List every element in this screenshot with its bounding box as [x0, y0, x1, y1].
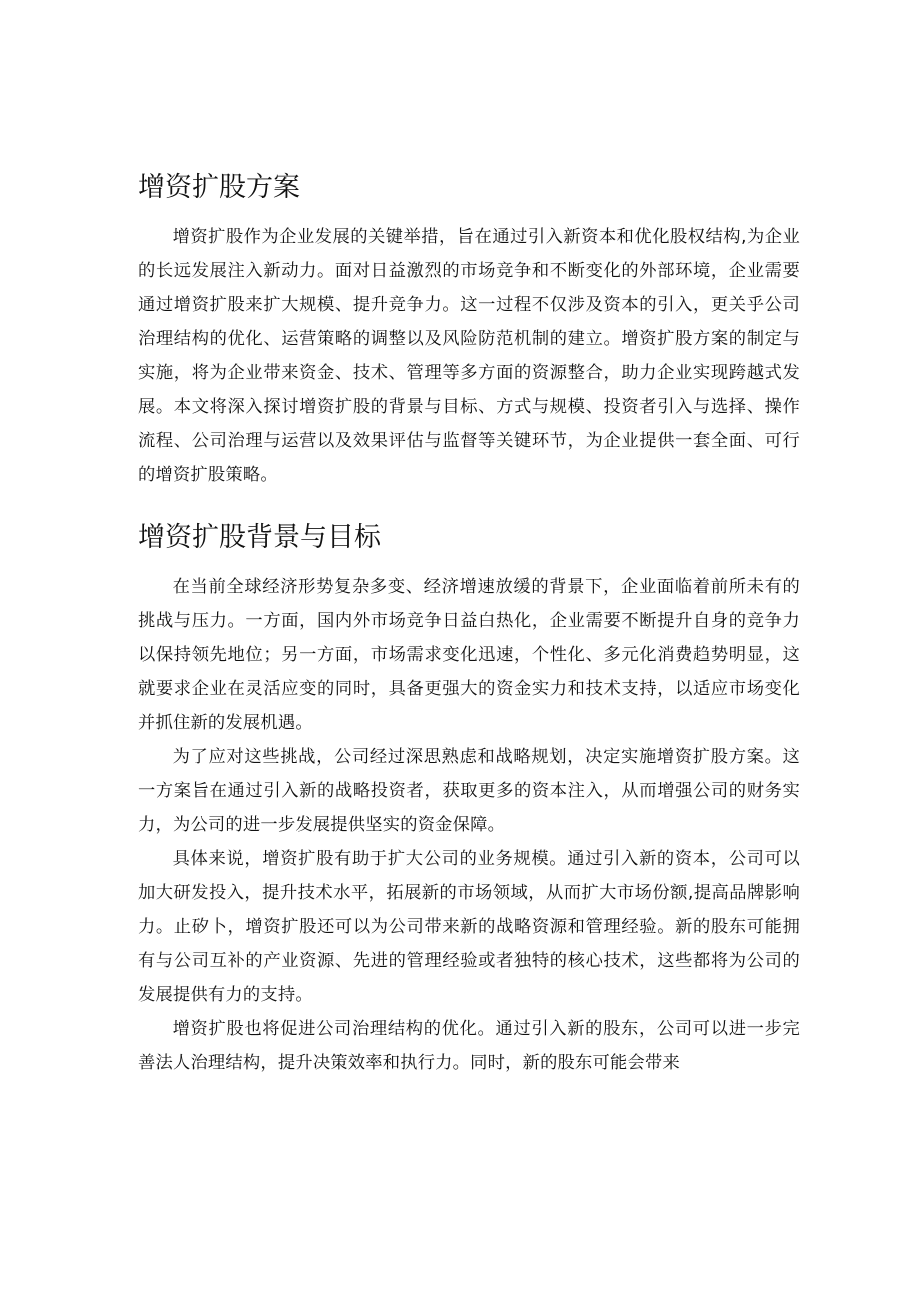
document-body: [138, 168, 800, 1080]
section-paragraph: 为了应对这些挑战，公司经过深思熟虑和战略规划，决定实施增资扩股方案。这一方案旨在通过引入新的战略投资者，获取更多的资本注入，从而增强公司的财务实力，为公司的进一步发展提供坚实的资金保障。: [138, 747, 800, 835]
document-title: 增资扩股方案: [138, 172, 300, 203]
section-paragraph: 在当前全球经济形势复杂多变、经济增速放缓的背景下，企业面临着前所未有的挑战与压力。一方面，国内外市场竞争日益白热化，企业需要不断提升自身的竞争力以保持领先地位；另一方面，市场需求变化迅速，个性化、多元化消费趋势明显，这就要求企业在灵活应变的同时，具备更强大的资金实力和技术支持，以适应市场变化并抓住新的发展机遇。: [138, 577, 800, 733]
intro-paragraph: 增资扩股作为企业发展的关键举措，旨在通过引入新资本和优化股权结构,为企业的长远发展注入新动力。面对日益激烈的市场竞争和不断变化的外部环境，企业需要通过增资扩股来扩大规模、提升竞争力。这一过程不仅涉及资本的引入，更关乎公司治理结构的优化、运营策略的调整以及风险防范机制的建立。增资扩股方案的制定与实施，将为企业带来资金、技术、管理等多方面的资源整合，助力企业实现跨越式发展。本文将深入探讨增资扩股的背景与目标、方式与规模、投资者引入与选择、操作流程、公司治理与运营以及效果评估与监督等关键环节，为企业提供一套全面、可行的增资扩股策略。: [138, 227, 800, 485]
section-paragraph: 具体来说，增资扩股有助于扩大公司的业务规模。通过引入新的资本，公司可以加大研发投入，提升技术水平，拓展新的市场领域，从而扩大市场份额,提高品牌影响力。止矽卜，增资扩股还可以为公司带来新的战略资源和管理经验。新的股东可能拥有与公司互补的产业资源、先进的管理经验或者独特的核心技术，这些都将为公司的发展提供有力的支持。: [138, 849, 800, 1005]
section-paragraph: 增资扩股也将促进公司治理结构的优化。通过引入新的股东，公司可以进一步完善法人治理结构，提升决策效率和执行力。同时，新的股东可能会带来: [138, 1019, 800, 1073]
section-heading-background-goals: 增资扩股背景与目标: [138, 522, 381, 553]
